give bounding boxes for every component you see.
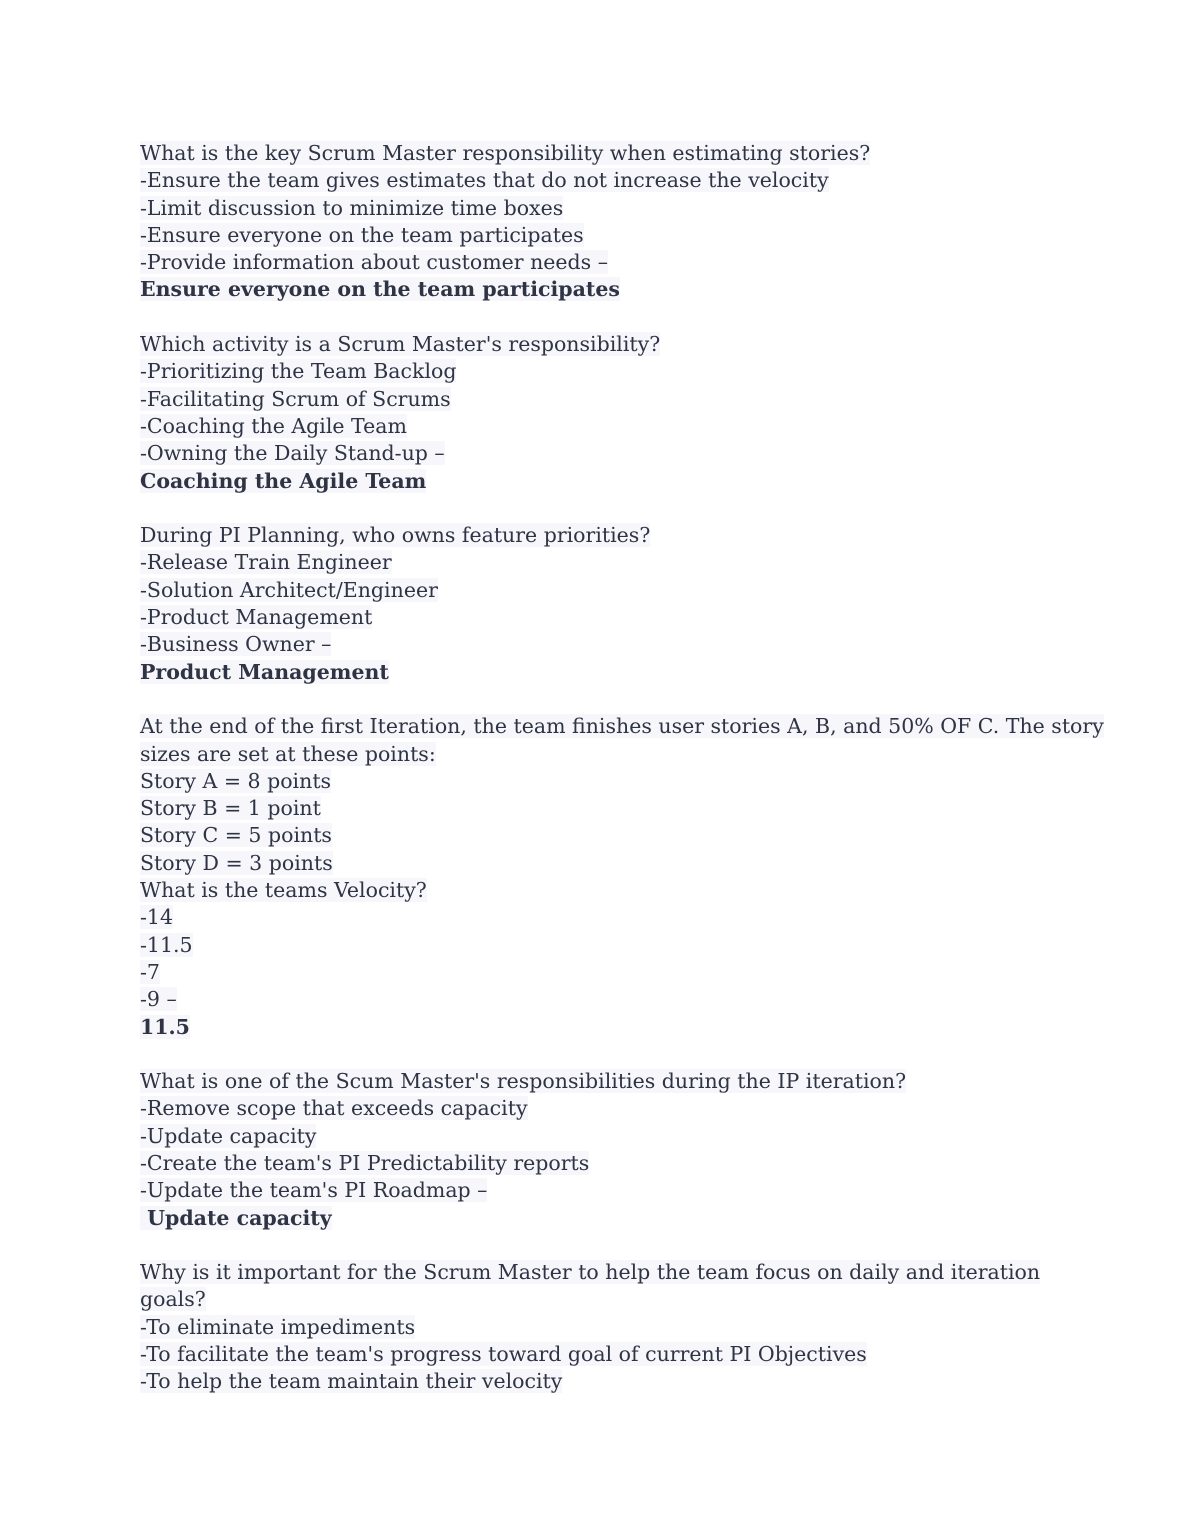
option-item: -Remove scope that exceeds capacity [140, 1096, 528, 1121]
story-points-line: Story B = 1 point [140, 796, 321, 821]
option-item: -Provide information about customer needs – [140, 250, 608, 275]
question-text: During PI Planning, who owns feature priorities? [140, 523, 651, 548]
option-item: -Limit discussion to minimize time boxes [140, 195, 564, 220]
option-item: -Coaching the Agile Team [140, 413, 407, 438]
answer-text: 11.5 [140, 1014, 190, 1039]
question-block-1 [140, 140, 1060, 304]
option-item: -Facilitating Scrum of Scrums [140, 386, 451, 411]
option-item: -7 [140, 959, 160, 984]
question-block-6 [140, 1259, 1060, 1395]
question-text: sizes are set at these points: [140, 741, 436, 766]
question-text: Why is it important for the Scrum Master to help the team focus on daily and iteration [140, 1260, 1041, 1285]
story-points-line: Story D = 3 points [140, 850, 333, 875]
option-item: -Business Owner – [140, 632, 332, 657]
option-item: -To help the team maintain their velocity [140, 1369, 563, 1394]
document-page [140, 140, 1104, 1423]
option-item: -Update capacity [140, 1123, 317, 1148]
question-text: goals? [140, 1287, 206, 1312]
option-item: -Prioritizing the Team Backlog [140, 359, 457, 384]
story-points-line: Story C = 5 points [140, 823, 332, 848]
question-text: What is the key Scrum Master responsibility when estimating stories? [140, 141, 871, 165]
story-points-line: Story A = 8 points [140, 768, 332, 793]
answer-text: Ensure everyone on the team participates [140, 277, 620, 302]
option-item: -Product Management [140, 605, 373, 630]
question-block-5 [140, 1068, 1060, 1232]
option-item: -14 [140, 905, 174, 930]
option-item: -9 – [140, 987, 177, 1012]
option-item: -To eliminate impediments [140, 1314, 416, 1339]
question-block-2 [140, 331, 1060, 495]
question-text: What is the teams Velocity? [140, 878, 427, 903]
option-item: -Ensure the team gives estimates that do not increase the velocity [140, 168, 829, 193]
answer-text: Coaching the Agile Team [140, 468, 427, 493]
option-item: -Create the team's PI Predictability reports [140, 1150, 590, 1175]
question-block-4 [140, 713, 1104, 1041]
question-block-3 [140, 522, 1060, 686]
option-item: -11.5 [140, 932, 193, 957]
question-text: What is one of the Scum Master's responsibilities during the IP iteration? [140, 1069, 907, 1094]
option-item: -Owning the Daily Stand-up – [140, 441, 445, 466]
option-item: -Update the team's PI Roadmap – [140, 1178, 488, 1203]
answer-text: Update capacity [140, 1205, 332, 1230]
option-item: -Release Train Engineer [140, 550, 392, 575]
option-item: -Ensure everyone on the team participates [140, 222, 584, 247]
option-item: -Solution Architect/Engineer [140, 577, 438, 602]
question-text: Which activity is a Scrum Master's responsibility? [140, 332, 661, 357]
answer-text: Product Management [140, 659, 389, 684]
option-item: -To facilitate the team's progress toward goal of current PI Objectives [140, 1342, 867, 1367]
question-text: At the end of the first Iteration, the team finishes user stories A, B, and 50% OF C. The story [140, 714, 1104, 739]
